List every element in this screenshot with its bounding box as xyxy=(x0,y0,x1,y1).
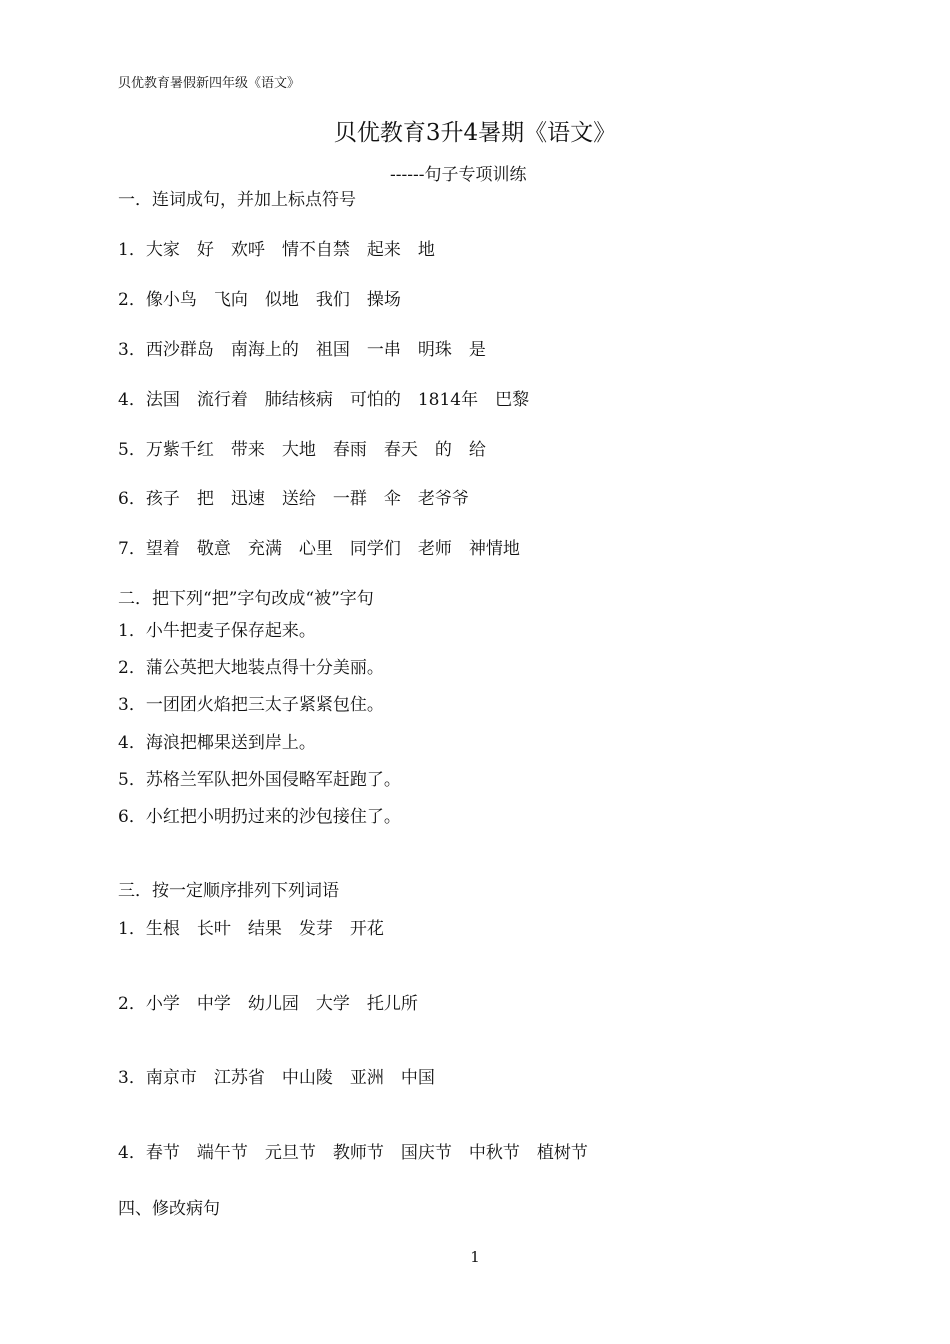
document-title: 贝优教育3升4暑期《语文》 xyxy=(333,120,617,146)
document-subtitle: ------句子专项训练 xyxy=(390,165,527,185)
section-1-item-2: 2．像小鸟 飞向 似地 我们 操场 xyxy=(118,290,401,310)
section-3-item-2: 2．小学 中学 幼儿园 大学 托儿所 xyxy=(118,994,418,1014)
section-1-item-3: 3．西沙群岛 南海上的 祖国 一串 明珠 是 xyxy=(118,340,486,360)
section-1-item-5: 5．万紫千红 带来 大地 春雨 春天 的 给 xyxy=(118,440,486,460)
section-2-item-2: 2．蒲公英把大地装点得十分美丽。 xyxy=(118,658,384,678)
section-4-heading: 四、修改病句 xyxy=(118,1199,220,1219)
section-2-item-1: 1．小牛把麦子保存起来。 xyxy=(118,621,316,641)
section-3-heading: 三．按一定顺序排列下列词语 xyxy=(118,881,339,901)
section-1-heading: 一．连词成句，并加上标点符号 xyxy=(118,190,356,210)
section-3-item-1: 1．生根 长叶 结果 发芽 开花 xyxy=(118,919,384,939)
section-3-item-3: 3．南京市 江苏省 中山陵 亚洲 中国 xyxy=(118,1068,435,1088)
page-header: 贝优教育暑假新四年级《语文》 xyxy=(118,76,301,91)
section-2-item-4: 4．海浪把椰果送到岸上。 xyxy=(118,733,316,753)
section-2-item-6: 6．小红把小明扔过来的沙包接住了。 xyxy=(118,807,401,827)
section-2-item-5: 5．苏格兰军队把外国侵略军赶跑了。 xyxy=(118,770,401,790)
section-1-item-4: 4．法国 流行着 肺结核病 可怕的 1814年 巴黎 xyxy=(118,390,530,410)
section-1-item-7: 7．望着 敬意 充满 心里 同学们 老师 神情地 xyxy=(118,539,520,559)
section-2-heading: 二．把下列“把”字句改成“被”字句 xyxy=(118,589,374,609)
section-2-item-3: 3．一团团火焰把三太子紧紧包住。 xyxy=(118,695,384,715)
page-number: 1 xyxy=(470,1248,480,1266)
section-1-item-1: 1．大家 好 欢呼 情不自禁 起来 地 xyxy=(118,240,435,260)
section-1-item-6: 6．孩子 把 迅速 送给 一群 伞 老爷爷 xyxy=(118,489,469,509)
section-3-item-4: 4．春节 端午节 元旦节 教师节 国庆节 中秋节 植树节 xyxy=(118,1143,588,1163)
